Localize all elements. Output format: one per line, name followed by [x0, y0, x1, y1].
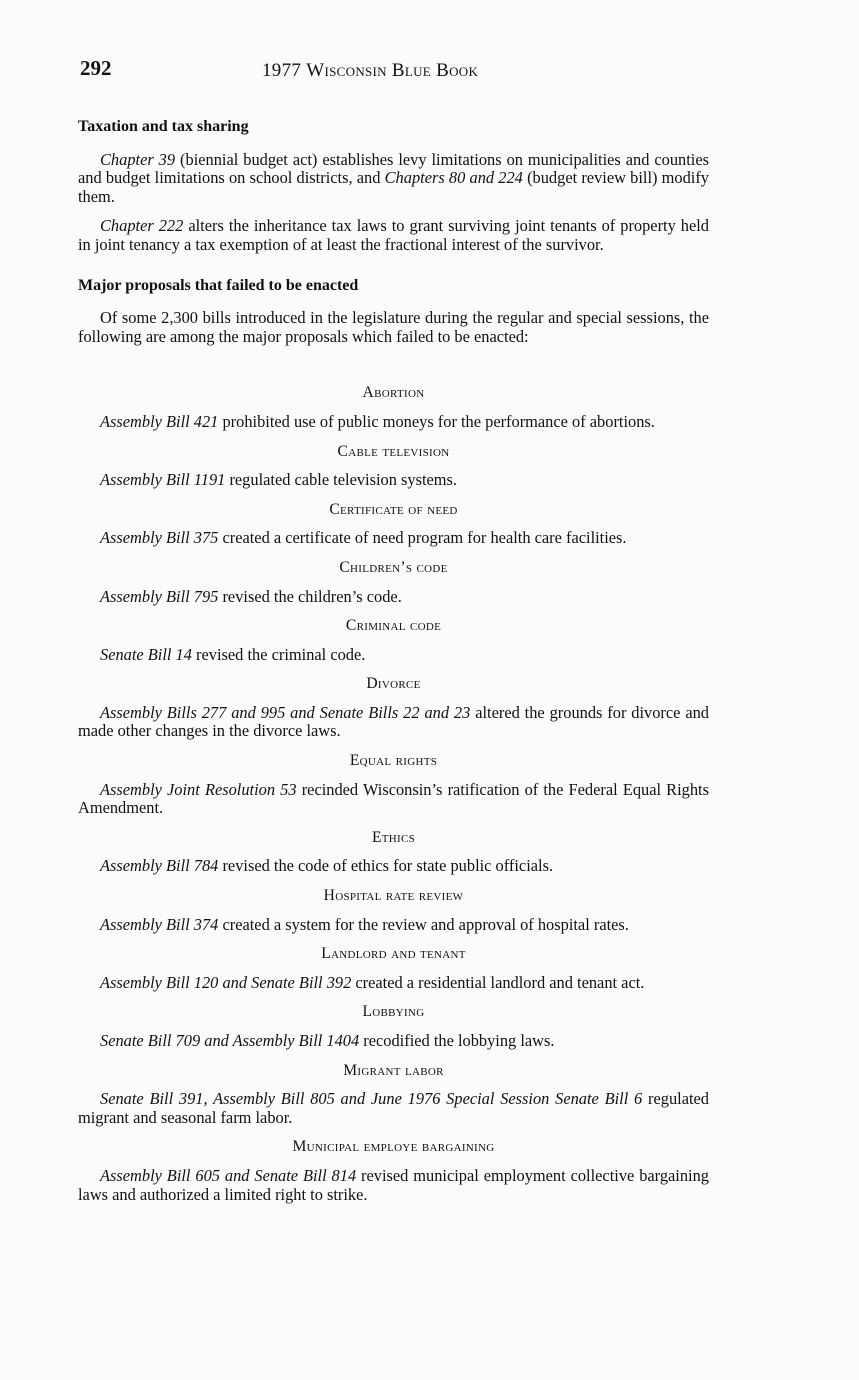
topic-heading: Abortion — [362, 384, 425, 402]
text-run: created a system for the review and approval of hospital rates. — [218, 914, 629, 934]
bill-citation: Assembly Bill 375 — [100, 528, 219, 548]
topic-heading: Children’s code — [339, 558, 448, 576]
topic-heading: Criminal code — [345, 617, 442, 635]
bill-citation: Assembly Bill 784 — [100, 856, 219, 876]
failed-intro-paragraph: Of some 2,300 bills introduced in the legislature during the regular and special sessions, the following are among the major proposals which failed to be enacted: — [78, 308, 709, 346]
proposal-entry — [78, 752, 709, 818]
topic-heading: Certificate of need — [329, 500, 458, 518]
proposal-text — [78, 471, 709, 490]
proposal-entry — [78, 1062, 709, 1128]
bill-citation: Assembly Bills 277 and 995 and Senate Bills 22 and 23 — [100, 702, 471, 722]
proposal-entry — [78, 617, 709, 664]
proposal-text — [78, 529, 709, 548]
proposal-text — [78, 781, 709, 818]
proposal-entry — [78, 829, 709, 876]
proposal-entry — [78, 443, 709, 490]
proposal-entry — [78, 887, 709, 934]
bill-citation: Chapter 222 — [100, 216, 184, 236]
proposal-entry — [78, 945, 709, 992]
text-run: regulated migrant and seasonal farm labor. — [78, 1089, 709, 1127]
taxation-paragraph-1 — [78, 151, 709, 207]
topic-heading: Migrant labor — [343, 1061, 444, 1079]
bill-citation: Senate Bill 709 and Assembly Bill 1404 — [100, 1031, 360, 1050]
proposal-text — [78, 646, 709, 665]
section-heading-failed-proposals: Major proposals that failed to be enacted — [78, 276, 359, 294]
page-number: 292 — [80, 56, 112, 80]
proposal-text — [78, 857, 709, 876]
text-run: revised the criminal code. — [191, 644, 366, 664]
text-run: alters the inheritance tax laws to grant surviving joint tenants of property held in joint tenancy a tax exemption of at least the fractional interest of the survivor. — [78, 216, 709, 254]
text-run: revised the children’s code. — [218, 586, 402, 606]
text-run: created a certificate of need program for health care facilities. — [218, 528, 627, 548]
bill-citation: Senate Bill 391, Assembly Bill 805 and June 1976 Special Session Senate Bill 6 — [100, 1089, 643, 1109]
text-run: created a residential landlord and tenant act. — [351, 972, 645, 992]
text-run: recinded Wisconsin’s ratification of the Federal Equal Rights Amendment. — [78, 779, 709, 818]
proposal-text — [78, 704, 709, 741]
proposal-entry — [78, 384, 709, 431]
proposal-text — [78, 1032, 709, 1051]
proposal-text — [78, 1167, 709, 1204]
topic-heading: Ethics — [371, 828, 416, 846]
bill-citation: Assembly Joint Resolution 53 — [100, 779, 297, 799]
bill-citation: Assembly Bill 421 — [100, 411, 219, 431]
taxation-paragraph-2 — [78, 217, 709, 254]
bill-citation: Senate Bill 14 — [100, 644, 192, 664]
topic-heading: Municipal employe bargaining — [292, 1138, 495, 1156]
proposal-text — [78, 916, 709, 935]
topic-heading: Divorce — [366, 675, 421, 693]
bill-citation: Assembly Bill 605 and Senate Bill 814 — [100, 1165, 357, 1185]
bill-citation: Chapters 80 and 224 — [384, 168, 523, 188]
text-run: recodified the lobbying laws. — [359, 1031, 555, 1050]
text-run: (budget review bill) modify them. — [78, 168, 709, 206]
proposal-entry — [78, 675, 709, 741]
proposal-text — [78, 974, 709, 993]
bill-citation: Assembly Bill 795 — [100, 586, 219, 606]
topic-heading: Hospital rate review — [323, 887, 464, 905]
text-run: prohibited use of public moneys for the performance of abortions. — [218, 411, 655, 431]
text-run: altered the grounds for divorce and made other changes in the divorce laws. — [78, 702, 709, 741]
text-run: (biennial budget act) establishes levy limitations on municipalities and counties and budget limitations on school districts, and — [78, 149, 709, 188]
bill-citation: Assembly Bill 1191 — [100, 470, 226, 490]
topic-heading: Equal rights — [349, 752, 438, 770]
running-header — [262, 60, 478, 82]
topic-heading: Landlord and tenant — [321, 945, 466, 963]
topic-heading: Lobbying — [362, 1003, 425, 1021]
proposal-entry — [78, 559, 709, 606]
proposal-text — [78, 413, 709, 432]
text-run: revised municipal employment collective bargaining laws and authorized a limited right to strike. — [78, 1165, 709, 1204]
page-content — [78, 118, 709, 1215]
text-run: revised the code of ethics for state public officials. — [218, 856, 554, 876]
proposal-text — [78, 1090, 709, 1127]
proposal-entry — [78, 501, 709, 548]
proposal-text — [78, 588, 709, 607]
bill-citation: Assembly Bill 120 and Senate Bill 392 — [100, 972, 352, 992]
proposal-entry — [78, 1138, 709, 1204]
topic-heading: Cable television — [337, 442, 450, 460]
text-run: regulated cable television systems. — [225, 470, 458, 490]
section-heading-taxation: Taxation and tax sharing — [78, 118, 249, 135]
proposal-list — [78, 384, 709, 1204]
bill-citation: Chapter 39 — [100, 149, 176, 169]
bill-citation: Assembly Bill 374 — [100, 914, 219, 934]
header-title: Wisconsin Blue Book — [306, 60, 479, 81]
header-year: 1977 — [262, 60, 302, 81]
proposal-entry — [78, 1003, 709, 1050]
